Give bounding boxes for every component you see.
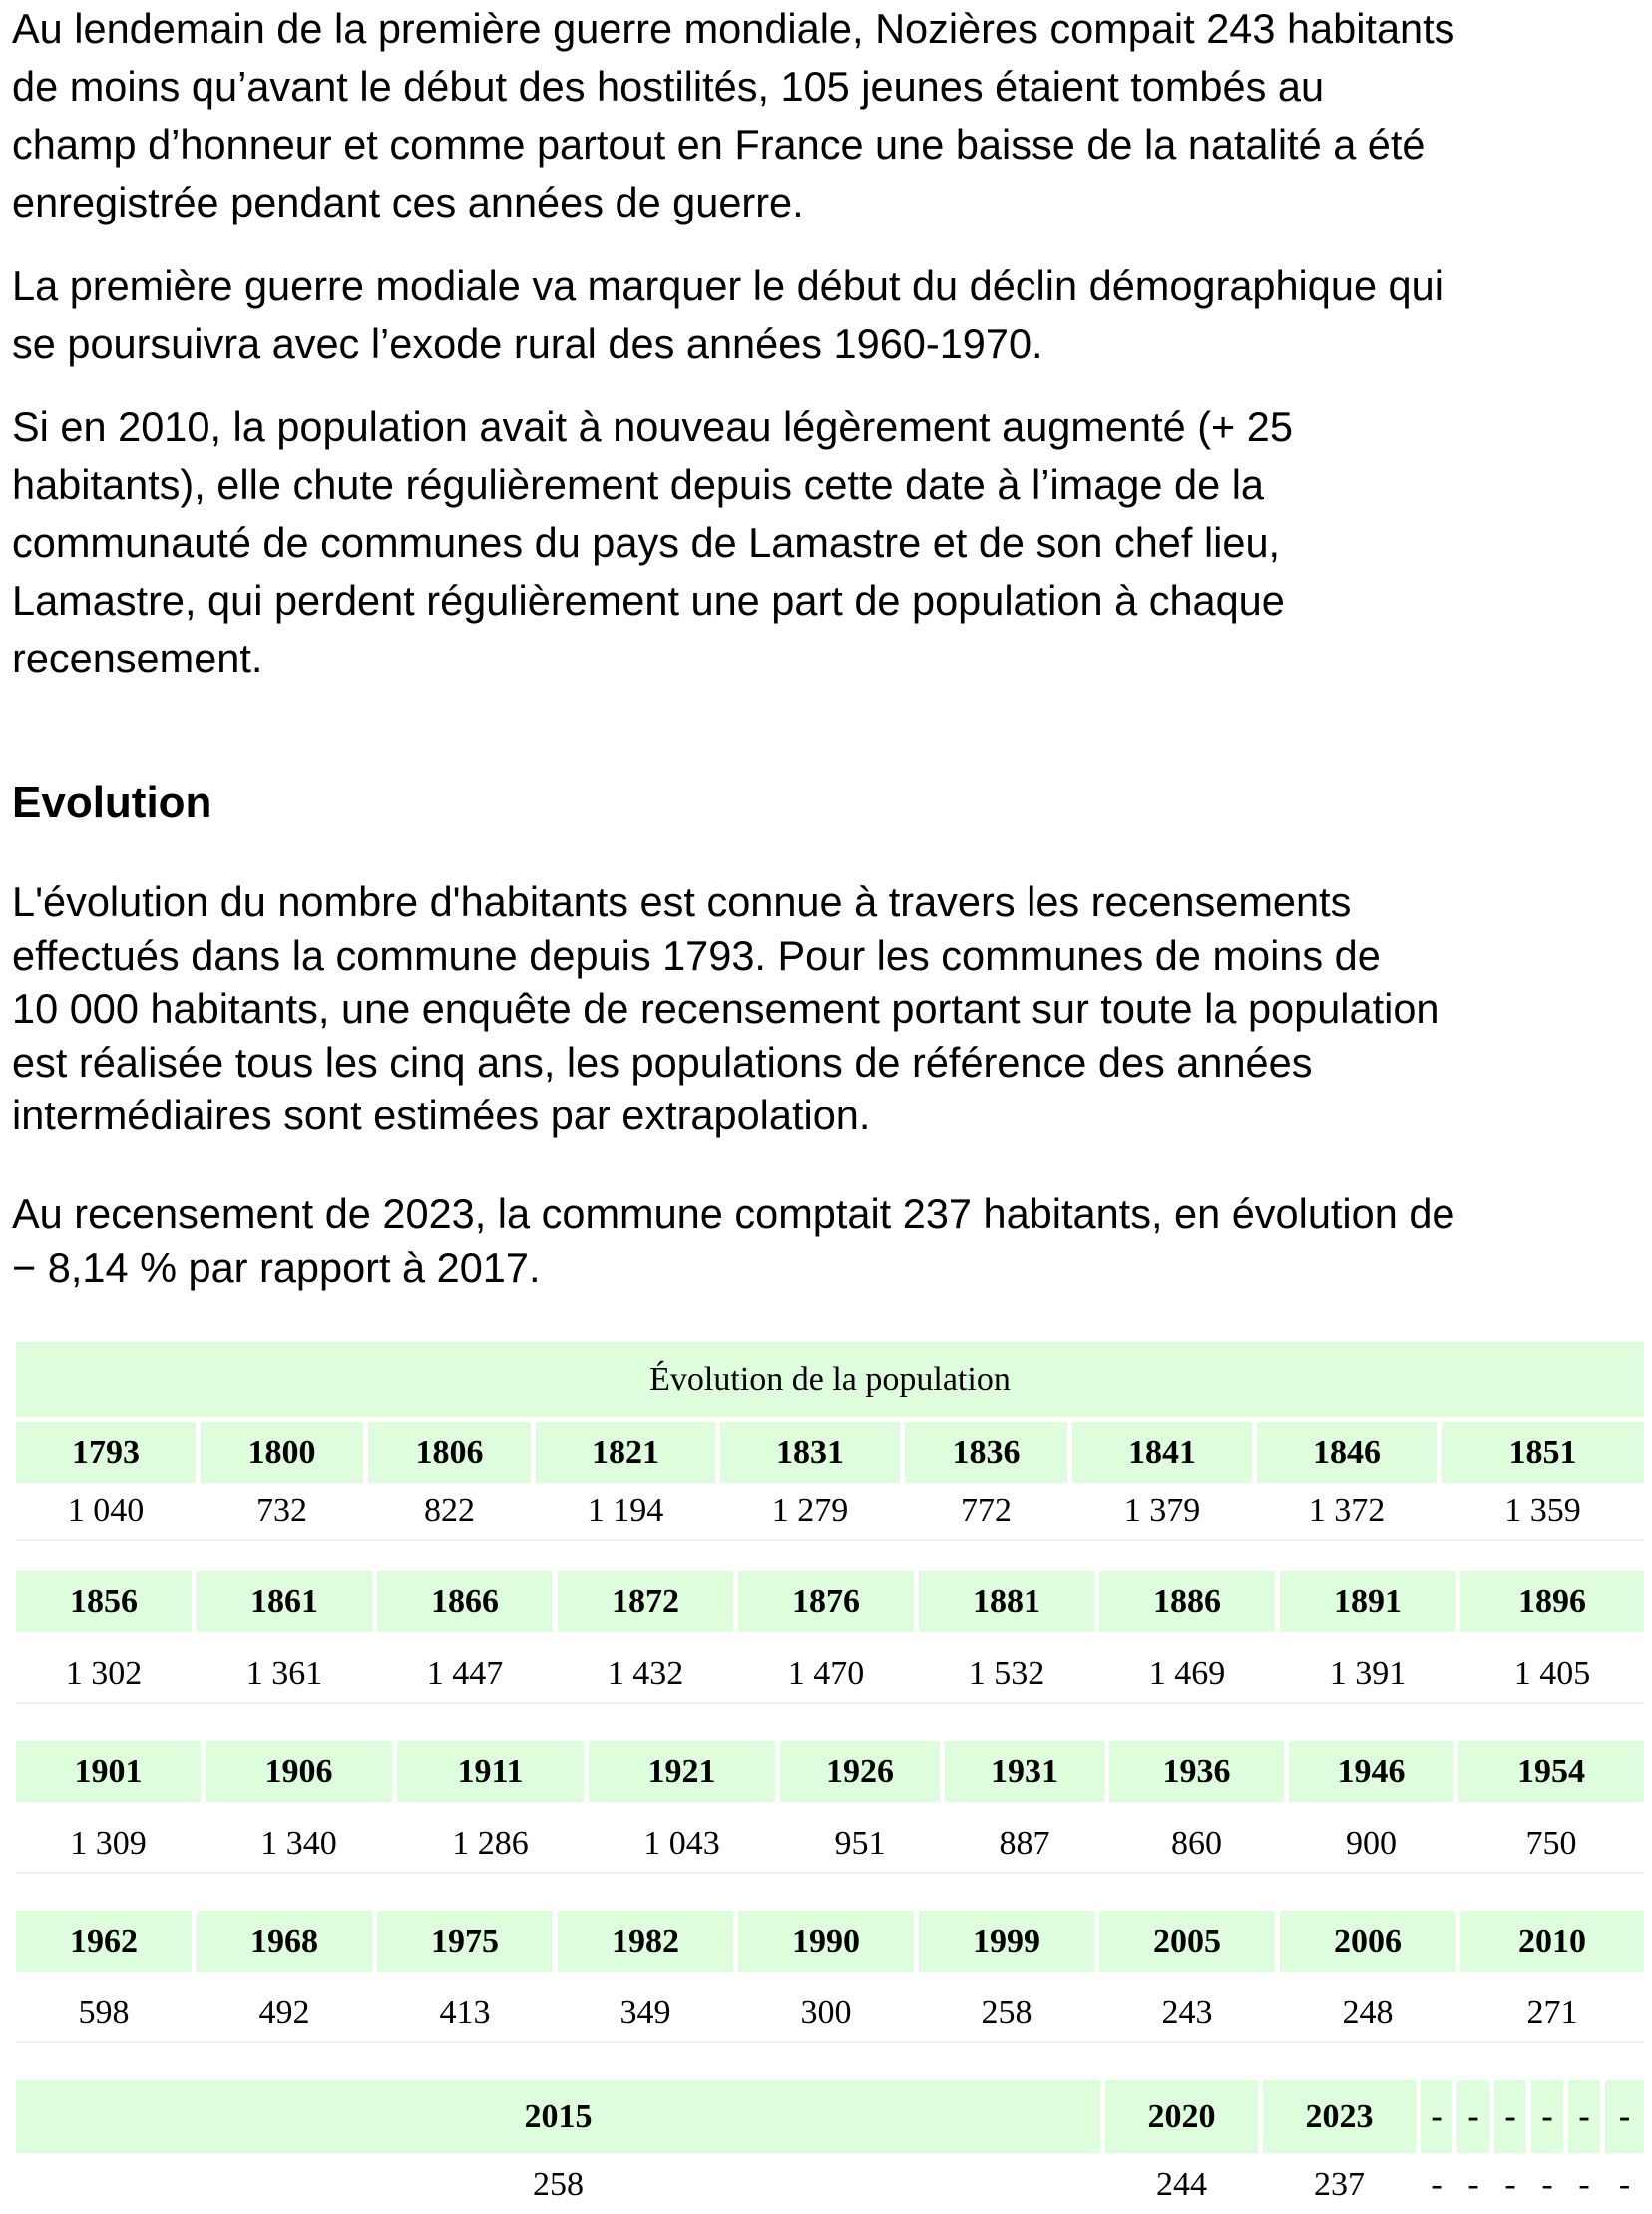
- year-cell: 1975: [377, 1911, 558, 1972]
- year-cell: 1891: [1280, 1571, 1460, 1632]
- year-row: [16, 1911, 1644, 1972]
- population-cell: 732: [256, 1492, 307, 1529]
- population-cell: 258: [981, 1994, 1032, 2031]
- evolution-paragraph-1: L'évolution du nombre d'habitants est connue à travers les recensements effectués dans la commune depuis 1793. Pour les communes de moins de 10 000 habitants, une enquête de recensement portant sur toute la population est réalisée tous les cinq ans, les populations de référence des années intermédiaires sont estimées par extrapolation.: [12, 878, 1440, 1138]
- year-cell: 1999: [919, 1911, 1099, 1972]
- population-cell: -: [1431, 2166, 1443, 2203]
- population-cell: 243: [1161, 1994, 1213, 2031]
- year-cell: 1861: [197, 1571, 377, 1632]
- population-cell: 413: [439, 1994, 491, 2031]
- year-cell: 1901: [16, 1741, 206, 1802]
- population-cell: 492: [258, 1994, 310, 2031]
- population-cell: 1 447: [426, 1655, 504, 1692]
- year-cell: 2006: [1280, 1911, 1460, 1972]
- year-cell: 1921: [589, 1741, 780, 1802]
- population-cell: 598: [78, 1994, 130, 2031]
- year-cell: 1926: [780, 1741, 945, 1802]
- population-cell: 750: [1525, 1825, 1577, 1862]
- year-cell: 1911: [397, 1741, 589, 1802]
- population-cell: 300: [800, 1994, 852, 2031]
- population-row: [16, 2160, 1644, 2210]
- population-cell: 237: [1314, 2166, 1365, 2203]
- year-cell: 1841: [1072, 1422, 1257, 1483]
- population-cell: 1 359: [1504, 1492, 1581, 1529]
- population-cell: 1 361: [245, 1655, 323, 1692]
- year-cell: 2010: [1460, 1911, 1644, 1972]
- population-cell: 951: [834, 1825, 886, 1862]
- intro-paragraph-1: Au lendemain de la première guerre mondiale, Nozières compait 243 habitants de moins qu’avant le début des hostilités, 105 jeunes étaient tombés au champ d’honneur et comme partout en France une baisse de la natalité a été enregistrée pendant ces années de guerre.: [12, 5, 1455, 225]
- population-cell: 900: [1346, 1825, 1397, 1862]
- year-cell: 1793: [16, 1422, 201, 1483]
- population-row: [16, 1646, 1644, 1704]
- table-title: Évolution de la population: [16, 1342, 1644, 1417]
- population-cell: 1 372: [1308, 1492, 1386, 1529]
- population-cell: 1 532: [968, 1655, 1045, 1692]
- population-cell: 1 302: [65, 1655, 143, 1692]
- population-cell: 1 432: [607, 1655, 684, 1692]
- year-cell: 1806: [368, 1422, 536, 1483]
- population-cell: 1 286: [452, 1825, 529, 1862]
- year-row: [16, 1422, 1644, 1483]
- population-cell: 1 469: [1148, 1655, 1226, 1692]
- year-cell: 1881: [919, 1571, 1099, 1632]
- population-cell: 1 279: [771, 1492, 849, 1529]
- year-cell: -: [1494, 2080, 1531, 2153]
- year-cell: 1872: [558, 1571, 738, 1632]
- population-row: [16, 1816, 1644, 1874]
- population-cell: 1 040: [67, 1492, 145, 1529]
- population-cell: -: [1541, 2166, 1553, 2203]
- population-cell: 1 194: [587, 1492, 664, 1529]
- year-row: [16, 2080, 1644, 2153]
- year-cell: 1982: [558, 1911, 738, 1972]
- year-cell: -: [1421, 2080, 1457, 2153]
- intro-paragraph-3: Si en 2010, la population avait à nouveau légèrement augmenté (+ 25 habitants), elle chute régulièrement depuis cette date à l’image de la communauté de communes du pays de Lamastre et de son chef lieu, Lamastre, qui perdent régulièrement une part de population à chaque recensement.: [12, 403, 1293, 681]
- section-heading: Evolution: [12, 778, 212, 827]
- year-cell: 1946: [1289, 1741, 1458, 1802]
- year-row: [16, 1571, 1644, 1632]
- year-cell: -: [1531, 2080, 1568, 2153]
- population-cell: 772: [961, 1492, 1012, 1529]
- year-cell: 2023: [1263, 2080, 1421, 2153]
- population-cell: 1 405: [1513, 1655, 1591, 1692]
- population-cell: 1 391: [1329, 1655, 1407, 1692]
- year-cell: 1962: [16, 1911, 197, 1972]
- year-cell: 1800: [201, 1422, 368, 1483]
- evolution-paragraph-2: Au recensement de 2023, la commune comptait 237 habitants, en évolution de − 8,14 % par rapport à 2017.: [12, 1190, 1455, 1291]
- year-cell: 1990: [738, 1911, 919, 1972]
- population-cell: 244: [1156, 2166, 1207, 2203]
- year-cell: 1836: [905, 1422, 1072, 1483]
- population-row: [16, 1483, 1644, 1541]
- year-cell: -: [1568, 2080, 1605, 2153]
- population-cell: -: [1504, 2166, 1516, 2203]
- year-cell: 1886: [1099, 1571, 1280, 1632]
- population-cell: 258: [533, 2166, 584, 2203]
- year-cell: 1968: [197, 1911, 377, 1972]
- year-cell: 1876: [738, 1571, 919, 1632]
- population-cell: 887: [999, 1825, 1050, 1862]
- year-cell: 1906: [206, 1741, 397, 1802]
- population-cell: 1 340: [260, 1825, 337, 1862]
- population-cell: -: [1467, 2166, 1479, 2203]
- population-cell: 860: [1171, 1825, 1222, 1862]
- year-cell: 1866: [377, 1571, 558, 1632]
- population-cell: 1 309: [70, 1825, 147, 1862]
- year-cell: 2020: [1105, 2080, 1263, 2153]
- year-row: [16, 1741, 1644, 1802]
- population-cell: 1 379: [1123, 1492, 1201, 1529]
- population-cell: 1 043: [643, 1825, 720, 1862]
- year-cell: -: [1605, 2080, 1644, 2153]
- year-cell: 1936: [1109, 1741, 1289, 1802]
- population-cell: 822: [424, 1492, 475, 1529]
- year-cell: 1831: [720, 1422, 905, 1483]
- year-cell: 1846: [1257, 1422, 1442, 1483]
- year-cell: -: [1457, 2080, 1494, 2153]
- intro-paragraph-2: La première guerre modiale va marquer le début du déclin démographique qui se poursuivra avec l’exode rural des années 1960-1970.: [12, 262, 1444, 367]
- year-cell: 1954: [1458, 1741, 1644, 1802]
- year-cell: 2015: [16, 2080, 1105, 2153]
- population-cell: 349: [620, 1994, 671, 2031]
- population-cell: -: [1578, 2166, 1590, 2203]
- population-cell: 271: [1526, 1994, 1578, 2031]
- population-cell: -: [1618, 2166, 1631, 2203]
- year-cell: 1856: [16, 1571, 197, 1632]
- year-cell: 2005: [1099, 1911, 1280, 1972]
- year-cell: 1851: [1442, 1422, 1644, 1483]
- year-cell: 1931: [945, 1741, 1109, 1802]
- population-cell: 248: [1342, 1994, 1394, 2031]
- population-row: [16, 1986, 1644, 2043]
- population-cell: 1 470: [787, 1655, 865, 1692]
- year-cell: 1896: [1460, 1571, 1644, 1632]
- year-cell: 1821: [536, 1422, 720, 1483]
